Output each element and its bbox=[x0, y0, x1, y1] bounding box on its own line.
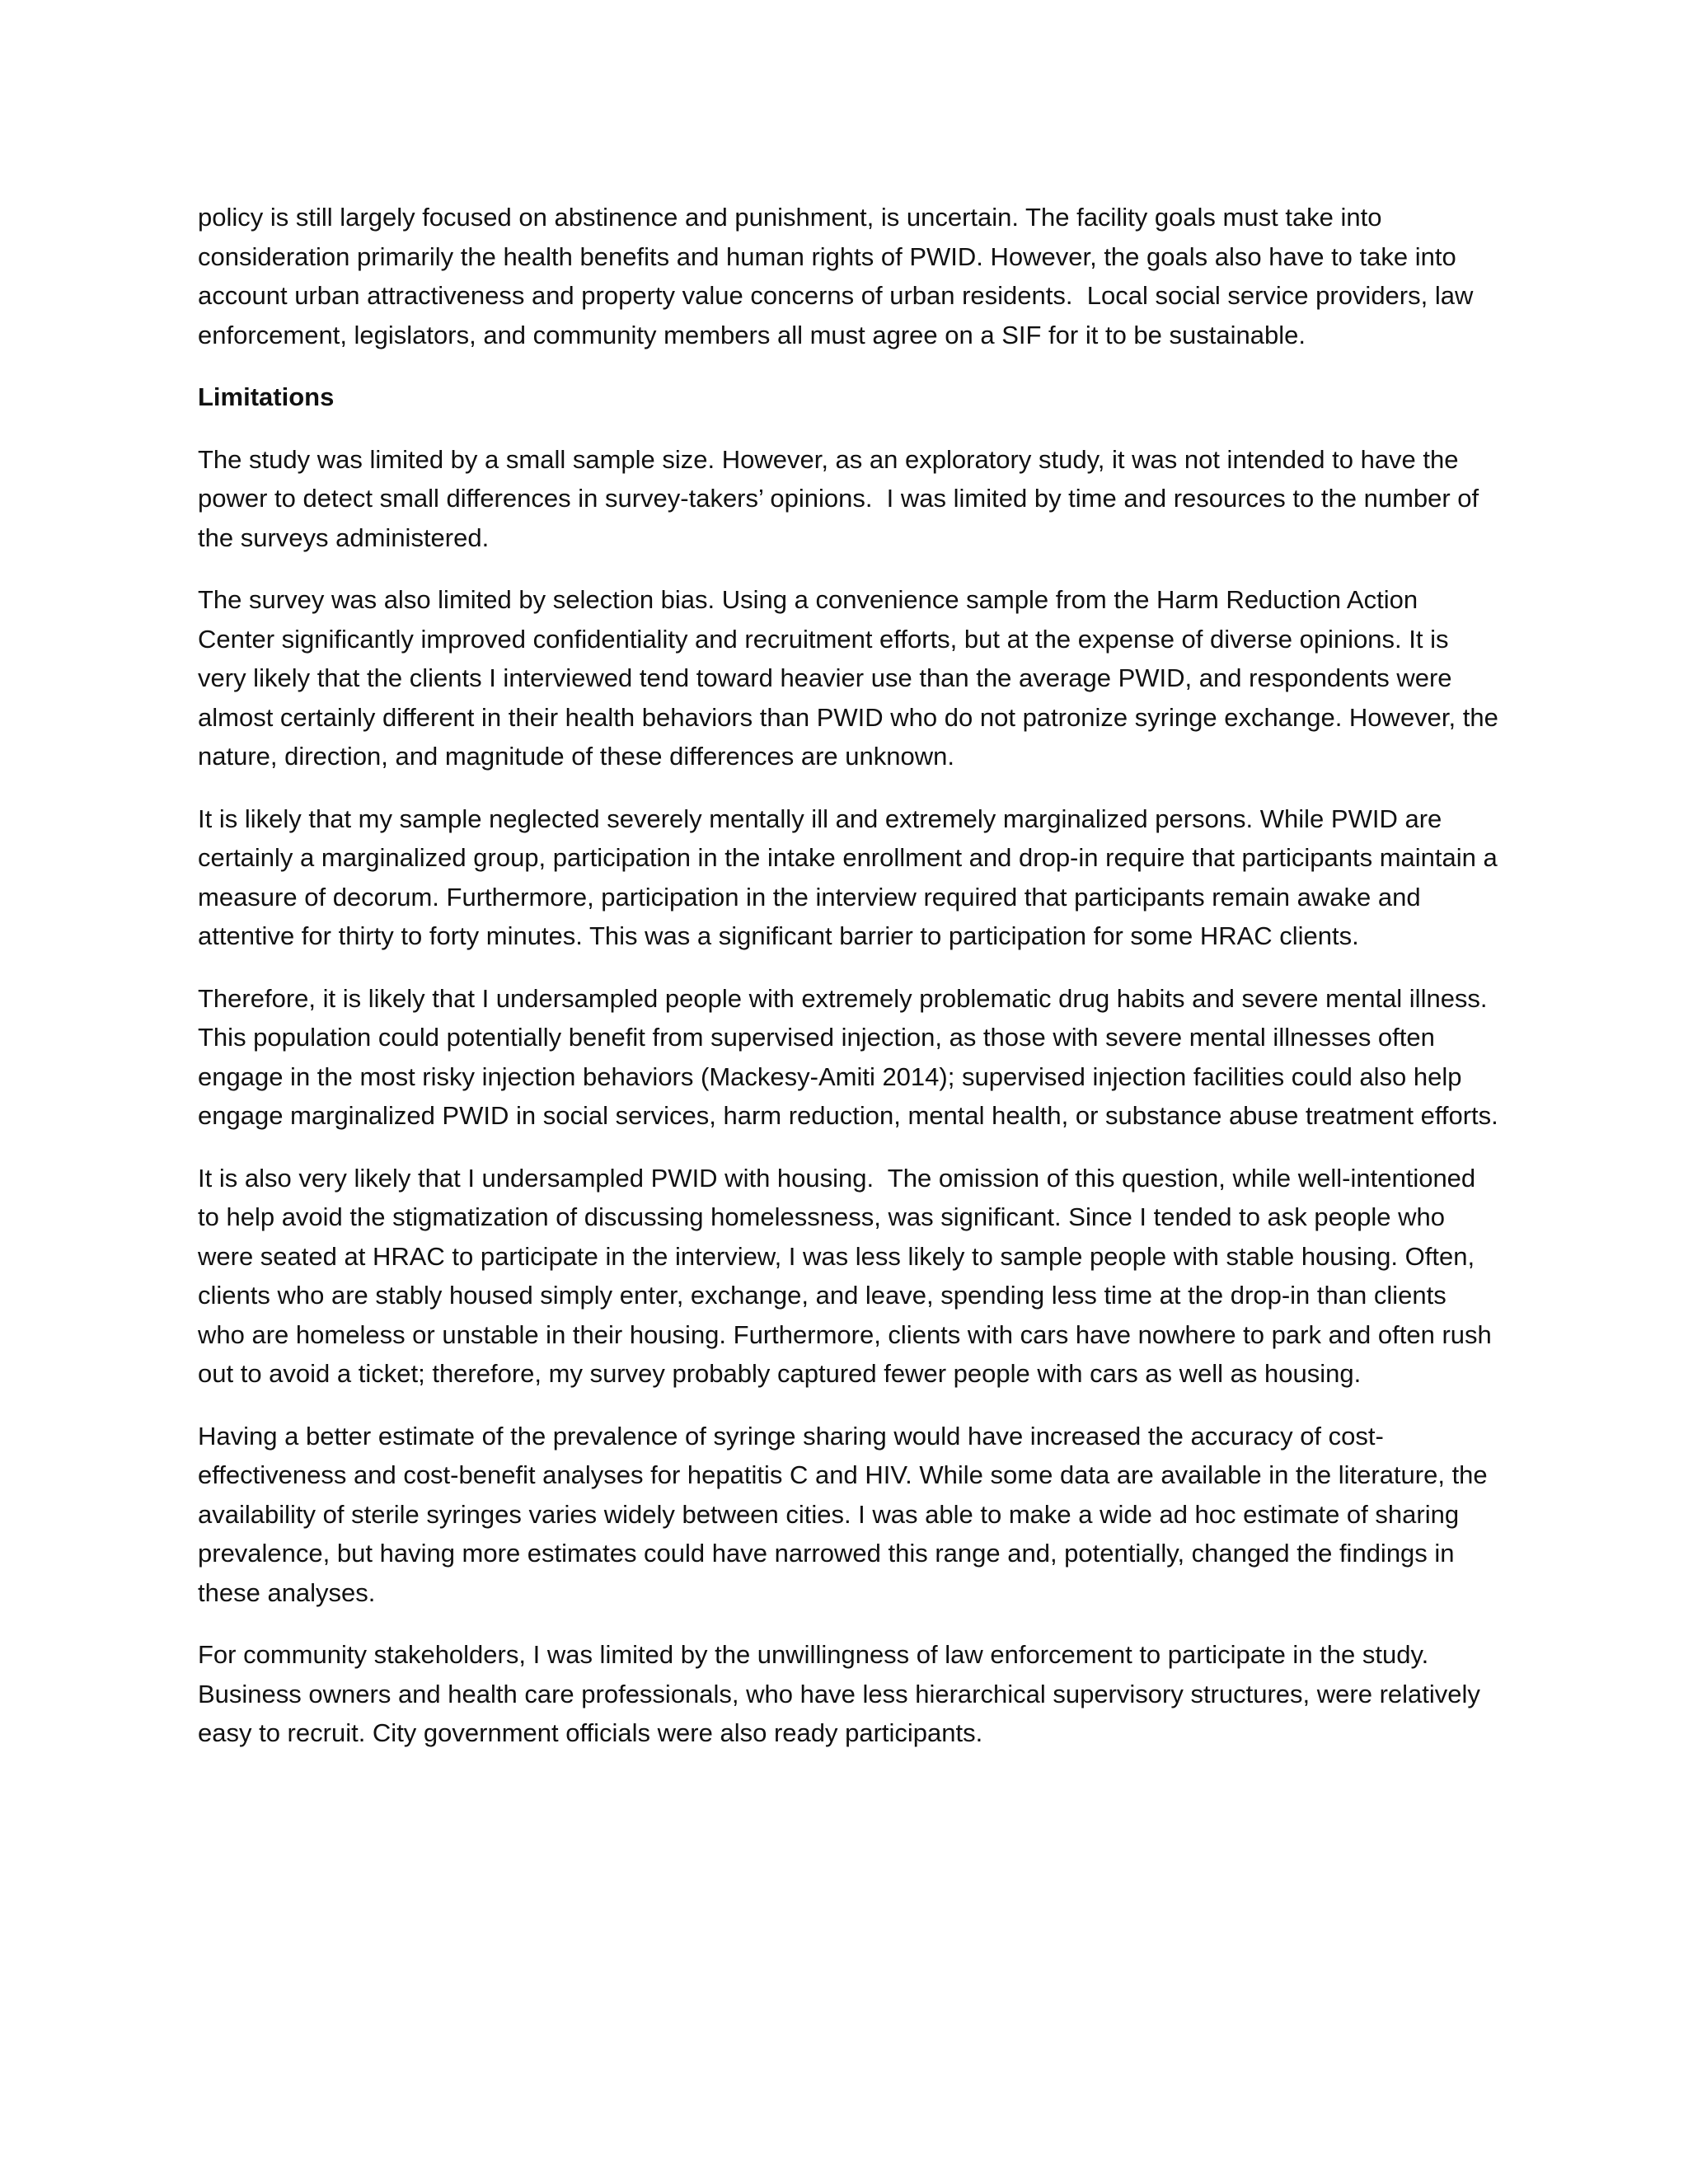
paragraph-undersampled-housing: It is also very likely that I undersampled PWID with housing. The omission of this question, while well-intentioned to help avoid the stigmatization of discussing homelessness, was significant. Since I tended to ask people who were seated at HRAC to participate in the interview, I was less likely to sample people with stable housing. Often, clients who are stably housed simply enter, exchange, and leave, spending less time at the drop-in than clients who are homeless or unstable in their housing. Furthermore, clients with cars have nowhere to park and often rush out to avoid a ticket; therefore, my survey probably captured fewer people with cars as well as housing. bbox=[198, 1163, 1499, 1388]
paragraph-selection-bias: The survey was also limited by selection bias. Using a convenience sample from the Harm Reduction Action Center significantly improved confidentiality and recruitment efforts, but at the expense of diverse opinions. It is very likely that the clients I interviewed tend toward heavier use than the average PWID, and respondents were almost certainly different in their health behaviors than PWID who do not patronize syringe exchange. However, the nature, direction, and magnitude of these differences are unknown. bbox=[198, 585, 1506, 771]
paragraph-marginalized-persons: It is likely that my sample neglected severely mentally ill and extremely marginalized persons. While PWID are certainly a marginalized group, participation in the intake enrollment and drop-in require that participants maintain a measure of decorum. Furthermore, participation in the interview required that participants remain awake and attentive for thirty to forty minutes. This was a significant barrier to participation for some HRAC clients. bbox=[198, 804, 1505, 950]
paragraph-syringe-sharing: Having a better estimate of the prevalence of syringe sharing would have increased the accuracy of cost-effectiveness and cost-benefit analyses for hepatitis C and HIV. While some data are available in the literature, the availability of sterile syringes varies widely between cities. I was able to make a wide ad hoc estimate of sharing prevalence, but having more estimates could have narrowed this range and, potentially, changed the findings in these analyses. bbox=[198, 1421, 1495, 1607]
paragraph-community-stakeholders: For community stakeholders, I was limited by the unwillingness of law enforcement to participate in the study. Business owners and health care professionals, who have less hierarchical supervisory structures, were relatively easy to recruit. City government officials were also ready participants. bbox=[198, 1640, 1488, 1747]
paragraph-sample-size: The study was limited by a small sample size. However, as an exploratory study, it was not intended to have the power to detect small differences in survey-takers’ opinions. I was limited by time and resources to the number of the surveys administered. bbox=[198, 444, 1486, 552]
paragraph-undersampled-drug-habits: Therefore, it is likely that I undersampled people with extremely problematic drug habits and severe mental illness. This population could potentially benefit from supervised injection, as those with severe mental illnesses often engage in the most risky injection behaviors (Mackesy-Amiti 2014); supervised injection facilities could also help engage marginalized PWID in social services, harm reduction, mental health, or substance abuse treatment efforts. bbox=[198, 983, 1498, 1130]
document-page bbox=[198, 198, 1506, 1776]
paragraph-policy-goals: policy is still largely focused on abstinence and punishment, is uncertain. The facility goals must take into consideration primarily the health benefits and human rights of PWID. However, the goals also have to take into account urban attractiveness and property value concerns of urban residents. Local social service providers, law enforcement, legislators, and community members all must agree on a SIF for it to be sustainable. bbox=[198, 203, 1480, 349]
section-heading-limitations: Limitations bbox=[198, 382, 335, 411]
